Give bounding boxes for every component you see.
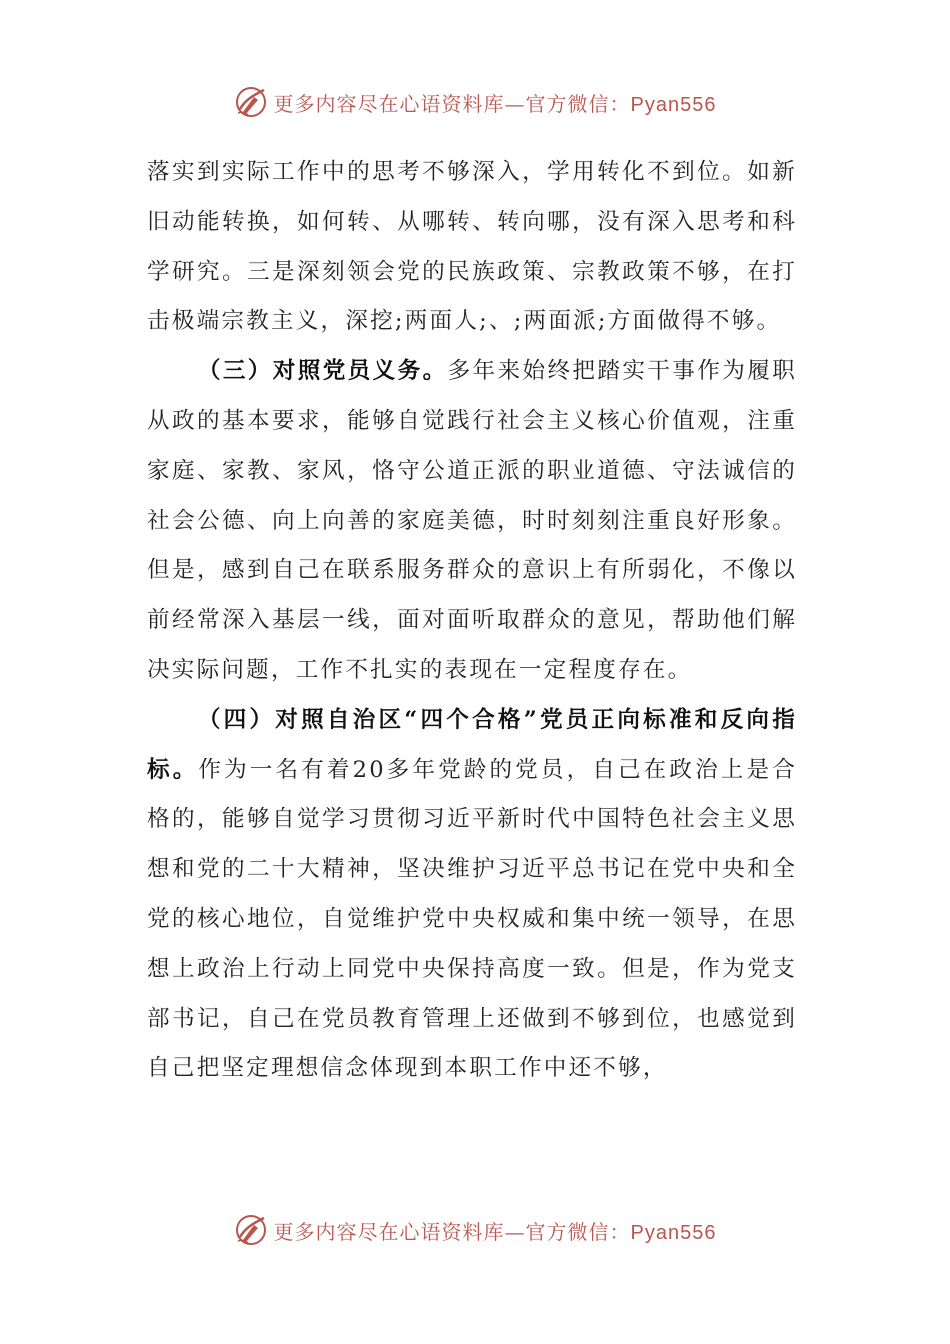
footer-watermark xyxy=(0,1208,950,1252)
document-body xyxy=(147,148,797,1094)
watermark-text: 更多内容尽在心语资料库—官方微信：Pyan556 xyxy=(273,1219,717,1244)
section-heading: （四）对照自治区“四个合格”党员正向标准和反向指标。 xyxy=(147,706,797,783)
pen-logo-icon xyxy=(234,85,268,119)
wechat-id: Pyan556 xyxy=(630,1221,717,1244)
wechat-id: Pyan556 xyxy=(630,93,717,116)
section-heading: （三）对照党员义务。 xyxy=(197,358,448,385)
pen-logo-icon xyxy=(234,1213,268,1247)
paragraph-continuation: 落实到实际工作中的思考不够深入，学用转化不到位。如新旧动能转换，如何转、从哪转、转向哪，没有深入思考和科学研究。三是深刻领会党的民族政策、宗教政策不够，在打击极端宗教主义，深挖;两面人;、;两面派;方面做得不够。 xyxy=(147,159,797,335)
paragraph-four-qualified: （四）对照自治区“四个合格”党员正向标准和反向指标。作为一名有着20多年党龄的党员，自己在政治上是合格的，能够自觉学习贯彻习近平新时代中国特色社会主义思想和党的二十大精神，坚决维护习近平总书记在党中央和全党的核心地位，自觉维护党中央权威和集中统一领导，在思想上政治上行动上同党中央保持高度一致。但是，作为党支部书记，自己在党员教育管理上还做到不够到位，也感觉到自己把坚定理想信念体现到本职工作中还不够， xyxy=(147,706,797,1082)
paragraph-party-duties: （三）对照党员义务。多年来始终把踏实干事作为履职从政的基本要求，能够自觉践行社会主义核心价值观，注重家庭、家教、家风，恪守公道正派的职业道德、守法诚信的社会公德、向上向善的家庭美德，时时刻刻注重良好形象。但是，感到自己在联系服务群众的意识上有所弱化，不像以前经常深入基层一线，面对面听取群众的意见，帮助他们解决实际问题，工作不扎实的表现在一定程度存在。 xyxy=(147,358,797,683)
watermark-text: 更多内容尽在心语资料库—官方微信：Pyan556 xyxy=(273,91,717,116)
header-watermark xyxy=(0,80,950,124)
